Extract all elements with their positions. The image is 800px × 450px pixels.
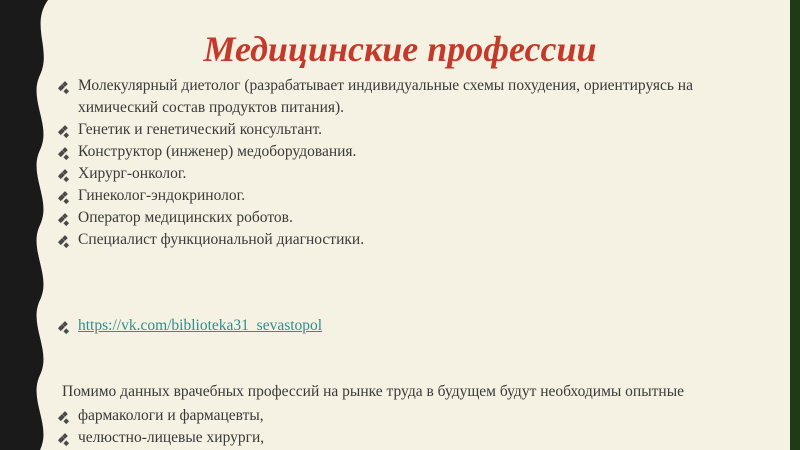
list-item: Молекулярный диетолог (разрабатывает индивидуальные схемы похудения, ориентируясь на [58, 75, 758, 97]
professions-list [58, 75, 758, 251]
diamond-bullet-icon [60, 322, 70, 332]
list-item: Специалист функциональной диагностики. [58, 229, 758, 251]
future-professions-list [58, 405, 758, 449]
list-item: Хирург-онколог. [58, 163, 758, 185]
list-item: Генетик и генетический консультант. [58, 119, 758, 141]
list-item-continuation: химический состав продуктов питания). [78, 99, 345, 116]
future-professions-paragraph: Помимо данных врачебных профессий на рынке труда в будущем будут необходимы опытные [62, 383, 684, 400]
list-item: Гинеколог-эндокринолог. [58, 185, 758, 207]
list-item: челюстно-лицевые хирурги, [58, 427, 758, 449]
list-item: фармакологи и фармацевты, [58, 405, 758, 427]
diamond-bullet-icon [60, 82, 70, 92]
diamond-bullet-icon [60, 148, 70, 158]
diamond-bullet-icon [60, 434, 70, 444]
slide-title: Медицинские профессии [203, 29, 597, 69]
list-item: Конструктор (инженер) медоборудования. [58, 141, 758, 163]
diamond-bullet-icon [60, 126, 70, 136]
link-list [58, 315, 758, 337]
list-item: Оператор медицинских роботов. [58, 207, 758, 229]
vk-link[interactable]: https://vk.com/biblioteka31_sevastopol [78, 317, 323, 334]
diamond-bullet-icon [60, 214, 70, 224]
diamond-bullet-icon [60, 236, 70, 246]
list-item [58, 315, 758, 337]
diamond-bullet-icon [60, 412, 70, 422]
diamond-bullet-icon [60, 170, 70, 180]
diamond-bullet-icon [60, 192, 70, 202]
